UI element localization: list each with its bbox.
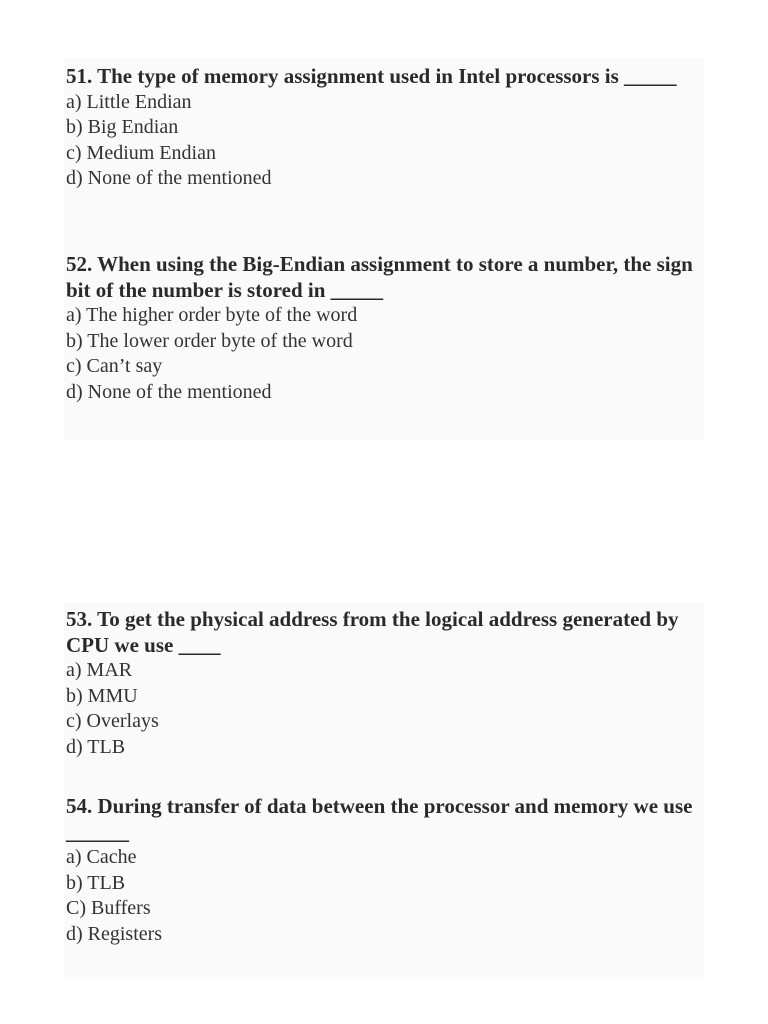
question-53	[66, 607, 706, 760]
option-b: b) The lower order byte of the word	[66, 329, 353, 352]
question-text: 54. During transfer of data between the processor and memory we use ______	[66, 794, 693, 844]
option-a: a) The higher order byte of the word	[66, 304, 358, 326]
option-c: c) Medium Endian	[66, 141, 216, 164]
question-54	[66, 794, 706, 947]
option-list	[66, 90, 706, 192]
option-a: a) Cache	[66, 846, 137, 868]
option-d: d) TLB	[66, 735, 126, 758]
question-text: 51. The type of memory assignment used in Intel processors is _____	[66, 64, 677, 88]
option-b: b) MMU	[66, 684, 138, 707]
question-text: 52. When using the Big-Endian assignment to store a number, the sign bit of the number is stored in _____	[66, 252, 693, 302]
option-list	[66, 845, 706, 947]
question-text: 53. To get the physical address from the logical address generated by CPU we use ____	[66, 607, 679, 657]
option-c: C) Buffers	[66, 897, 151, 920]
option-list	[66, 303, 706, 405]
question-51	[66, 64, 706, 192]
option-a: a) MAR	[66, 659, 133, 681]
option-d: d) None of the mentioned	[66, 380, 272, 403]
option-c: c) Overlays	[66, 710, 159, 733]
option-d: d) None of the mentioned	[66, 167, 272, 190]
option-b: b) TLB	[66, 871, 126, 894]
option-d: d) Registers	[66, 922, 163, 945]
option-c: c) Can’t say	[66, 355, 163, 378]
option-list	[66, 658, 706, 760]
question-52	[66, 252, 706, 405]
option-a: a) Little Endian	[66, 90, 192, 113]
option-b: b) Big Endian	[66, 116, 179, 139]
